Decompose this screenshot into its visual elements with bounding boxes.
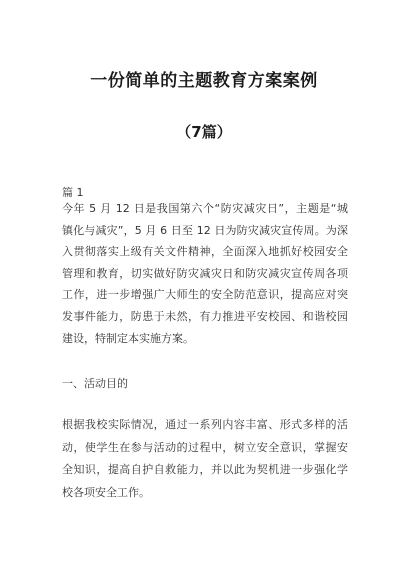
paragraph-purpose bbox=[62, 414, 348, 504]
paragraph-line: 动，使学生在参与活动的过程中，树立安全意识，掌握安 bbox=[62, 440, 348, 454]
paragraph-line: 发事件能力，防患于未然，有力推进平安校园、和谐校园 bbox=[62, 309, 348, 323]
paragraph-line: 今年 5 月 12 日是我国第六个“防灾减灾日”，主题是“城 bbox=[62, 202, 348, 215]
paragraph-line: 校各项安全工作。 bbox=[62, 485, 150, 499]
paragraph-intro bbox=[62, 198, 348, 349]
paragraph-line: 建设，特制定本实施方案。 bbox=[62, 331, 194, 345]
section-label: 篇 1 bbox=[62, 186, 84, 199]
document-title: 一份简单的主题教育方案案例 bbox=[90, 71, 318, 91]
paragraph-line: 入贯彻落实上级有关文件精神，全面深入地抓好校园安全 bbox=[62, 245, 348, 259]
paragraph-line: 根据我校实际情况，通过一系列内容丰富、形式多样的活 bbox=[62, 418, 348, 431]
document-subtitle: （7篇） bbox=[176, 123, 232, 141]
paragraph-line: 全知识，提高自护自救能力，并以此为契机进一步强化学 bbox=[62, 463, 348, 476]
paragraph-line: 镇化与减灾”，5 月 6 日至 12 日为防灾减灾宣传周。为深 bbox=[62, 223, 348, 237]
paragraph-line: 管理和教育，切实做好防灾减灾日和防灾减灾宣传周各项 bbox=[62, 266, 348, 280]
section-heading: 一、活动目的 bbox=[62, 377, 128, 390]
paragraph-line: 工作，进一步增强广大师生的安全防范意识，提高应对突 bbox=[62, 288, 348, 302]
